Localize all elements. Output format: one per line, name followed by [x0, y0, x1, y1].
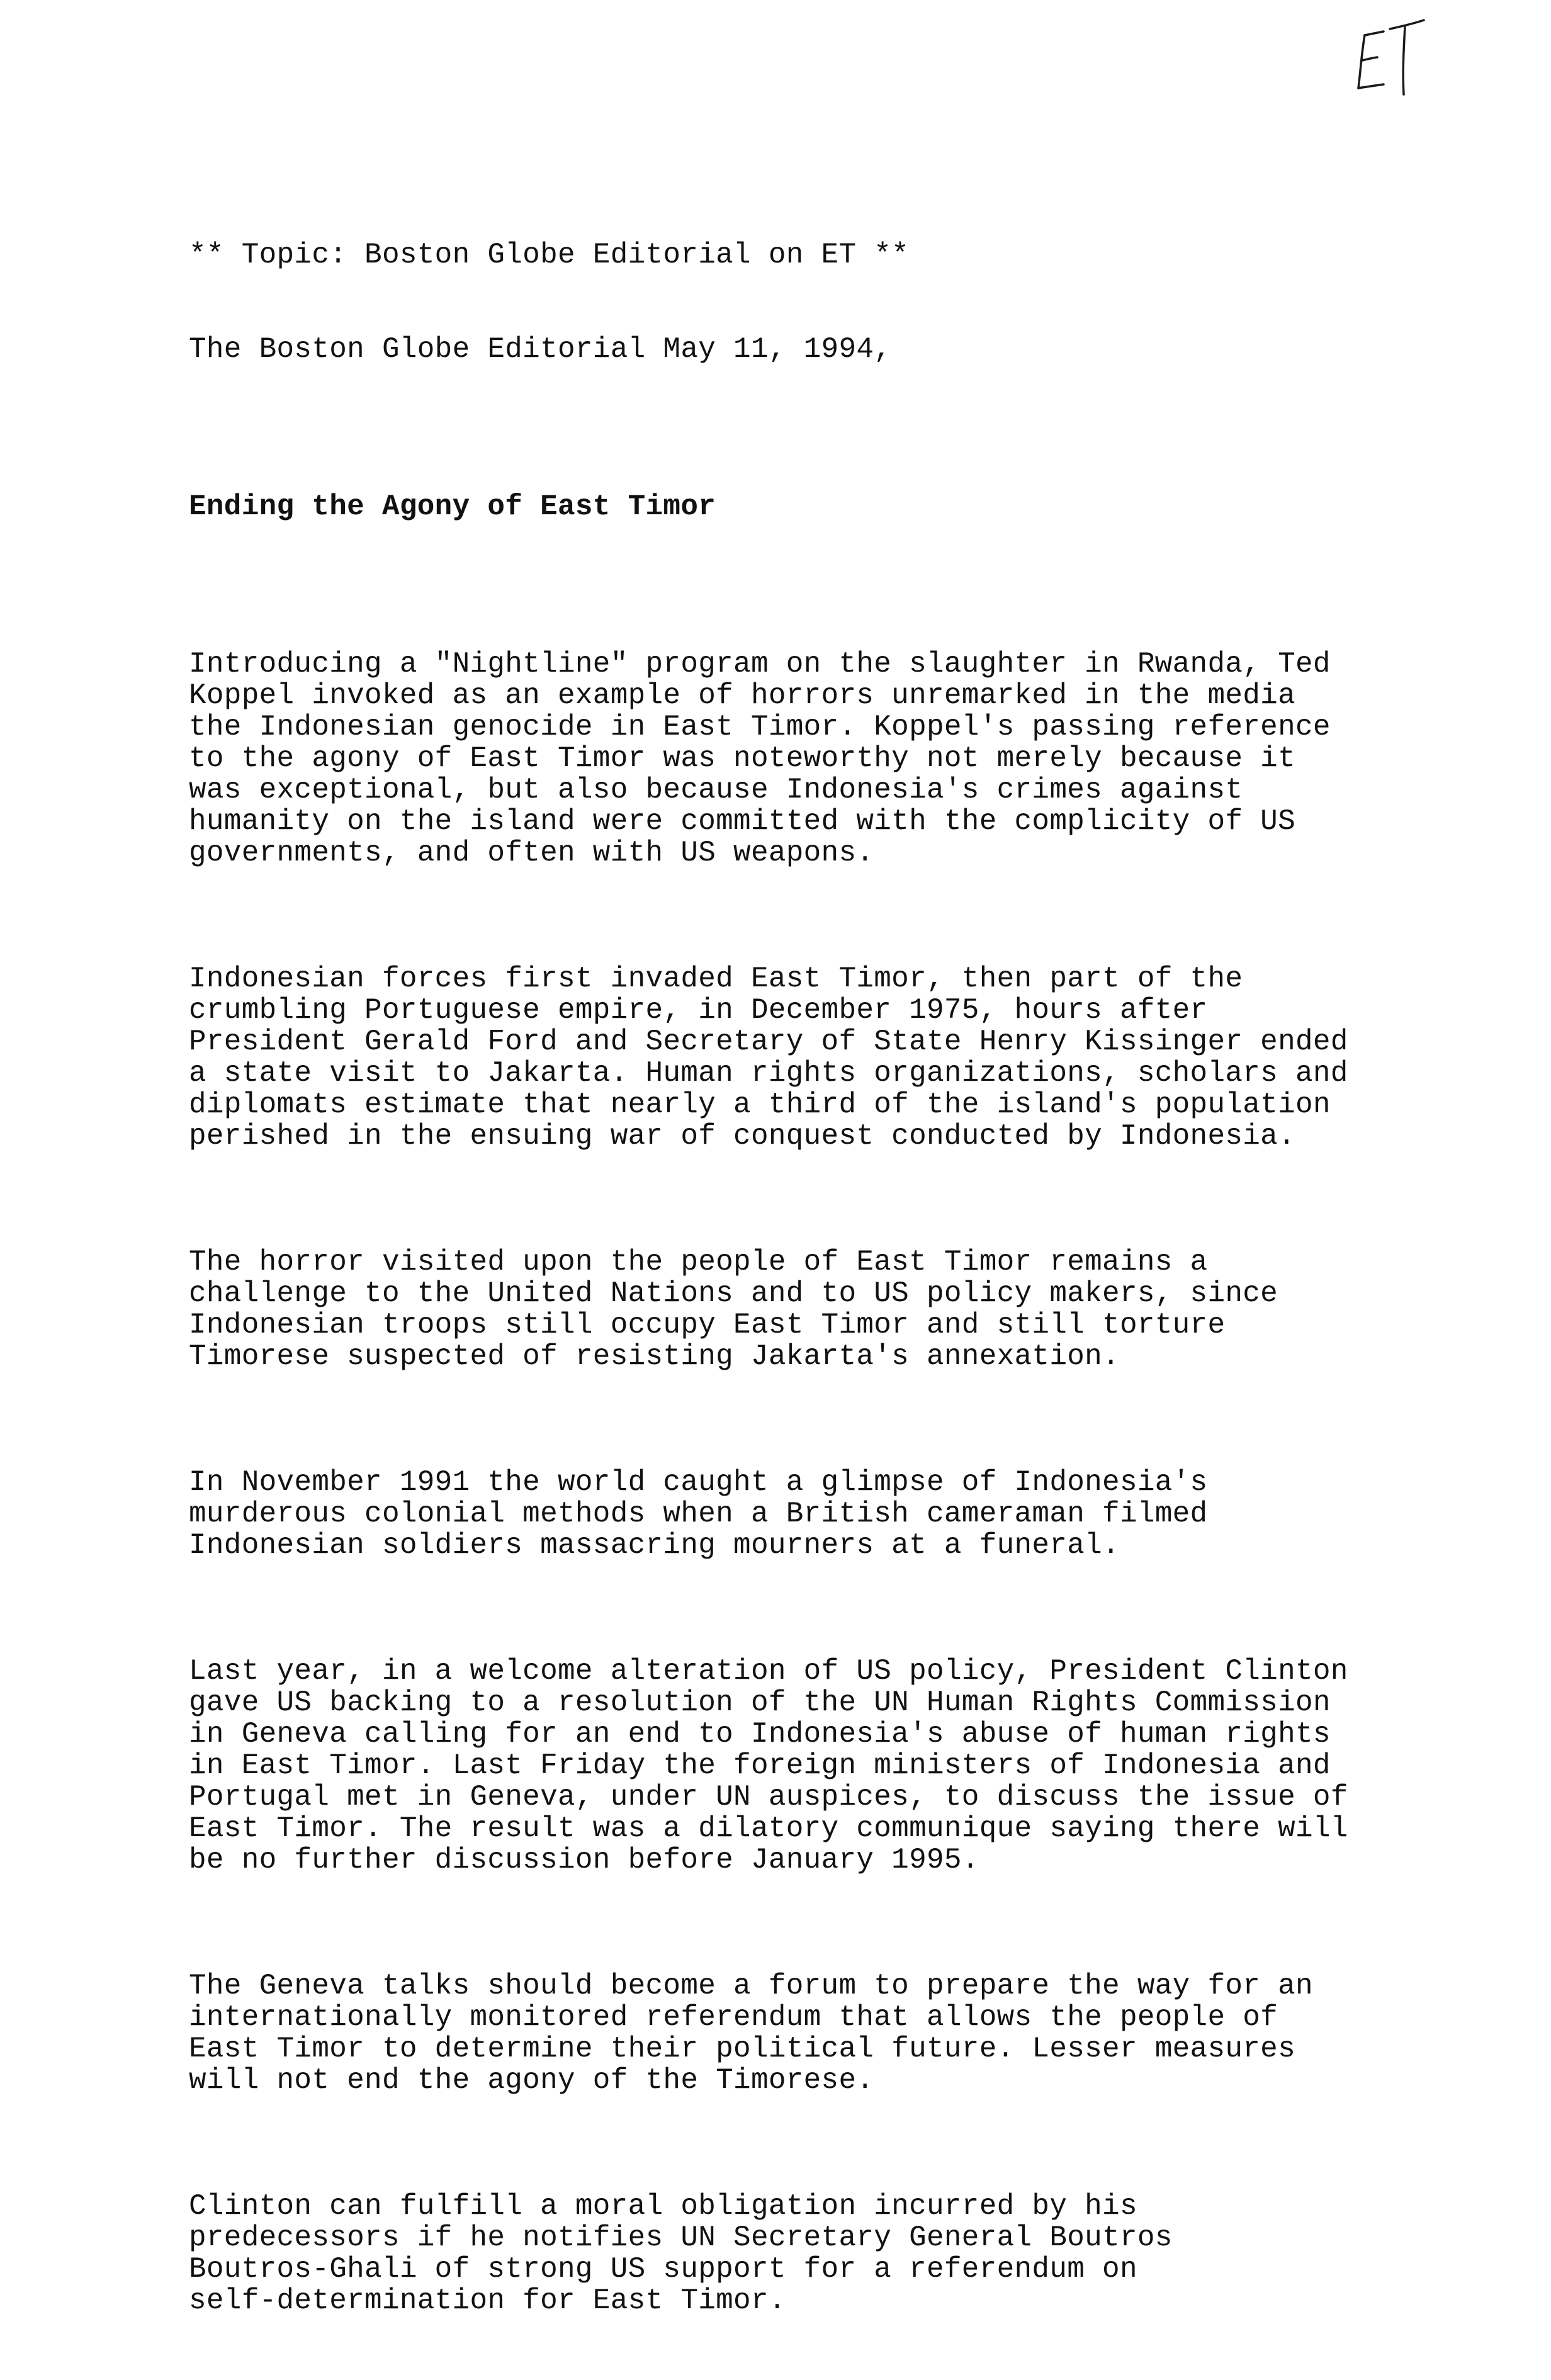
- paragraph-5: Last year, in a welcome alteration of US policy, President Clinton gave US backing to a resolution of the UN Human Rights Commission in Geneva calling for an end to Indonesia's abuse of human rights in East Timor. Last Friday the foreign ministers of Indonesia and Portugal met in Geneva, under UN auspices, to discuss the issue of East Timor. The result was a dilatory communique saying there will be no further discussion before January 1995.: [189, 1655, 1348, 1876]
- paragraph-7: Clinton can fulfill a moral obligation incurred by his predecessors if he notifies UN Secretary General Boutros Boutros-Ghali of strong US support for a referendum on self-determination for East Timor.: [189, 2190, 1173, 2317]
- topic-line: ** Topic: Boston Globe Editorial on ET **: [189, 239, 910, 271]
- editorial-headline: Ending the Agony of East Timor: [189, 490, 716, 523]
- source-line: The Boston Globe Editorial May 11, 1994,: [189, 333, 892, 366]
- paragraph-4: In November 1991 the world caught a glimpse of Indonesia's murderous colonial methods when a British cameraman filmed Indonesian soldiers massacring mourners at a funeral.: [189, 1466, 1208, 1562]
- paragraph-1: Introducing a "Nightline" program on the slaughter in Rwanda, Ted Koppel invoked as an example of horrors unremarked in the media the Indonesian genocide in East Timor. Koppel's passing reference to the agony of East Timor was noteworthy not merely because it was exceptional, but also because Indonesia's crimes against humanity on the island were committed with the complicity of US governments, and often with US weapons.: [189, 648, 1331, 869]
- paragraph-6: The Geneva talks should become a forum to prepare the way for an internationally monitored referendum that allows the people of East Timor to determine their political future. Lesser measures will not end the agony of the Timorese.: [189, 1970, 1313, 2097]
- paragraph-2: Indonesian forces first invaded East Timor, then part of the crumbling Portuguese empire, in December 1975, hours after President Gerald Ford and Secretary of State Henry Kissinger ended a state visit to Jakarta. Human rights organizations, scholars and diplomats estimate that nearly a third of the island's population perished in the ensuing war of conquest conducted by Indonesia.: [189, 962, 1348, 1153]
- handwritten-et-mark: [1340, 18, 1434, 99]
- editorial-text: [189, 176, 1435, 2379]
- paragraph-3: The horror visited upon the people of East Timor remains a challenge to the United Nations and to US policy makers, since Indonesian troops still occupy East Timor and still torture Timorese suspected of resisting Jakarta's annexation.: [189, 1246, 1278, 1373]
- handwritten-annotation-et: [1340, 18, 1434, 99]
